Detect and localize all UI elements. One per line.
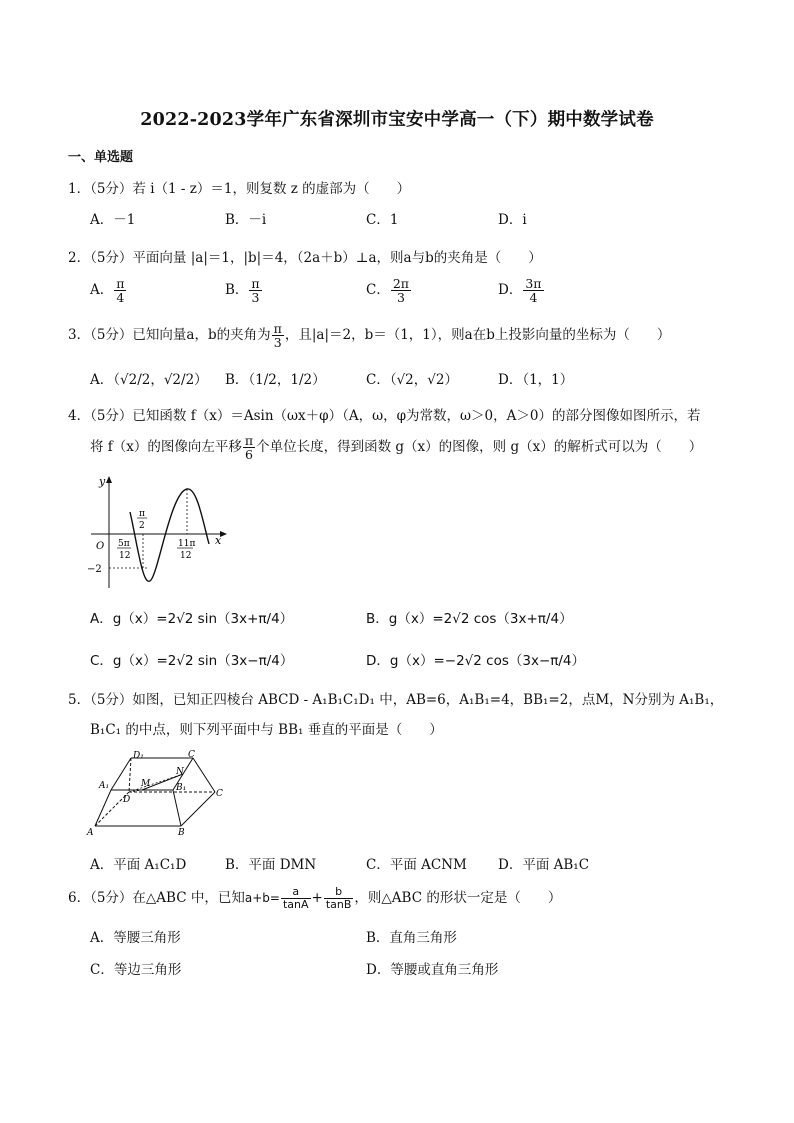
q6-option-c[interactable]: C．等边三角形 (90, 962, 182, 978)
q6-option-b[interactable]: B．直角三角形 (366, 930, 457, 946)
q2-option-a[interactable] (90, 277, 127, 304)
q4-option-a[interactable]: A．g（x）=2√2 sin（3x+π/4） (90, 611, 294, 627)
question-6-stem: 6．（5分）在△ABC 中，已知a+b= $\frac{a}{\tan A}$ + $\frac{b}{\tan B}$ ，则△ABC 的形状一定是（ ） (68, 885, 562, 911)
q2-option-b[interactable] (225, 277, 263, 304)
q1-option-d[interactable]: D．i (498, 212, 527, 228)
q2-b-label: B． (225, 282, 249, 299)
question-5-stem-line2: B₁C₁ 的中点，则下列平面中与 BB₁ 垂直的平面是（ ） (90, 722, 443, 738)
label-c1: C (188, 750, 195, 760)
q2-a-label: A． (90, 282, 114, 299)
label-b: B (178, 828, 185, 838)
label-n: N (176, 767, 184, 777)
x-tick-5pi-den: 12 (119, 551, 131, 561)
y-tick-minus-2: −2 (87, 564, 102, 575)
x-tick-pi-den: 2 (139, 521, 145, 531)
q2-c-fraction: $\frac{2\pi}{3}$ (392, 276, 410, 306)
x-tick-11pi-den: 12 (180, 551, 192, 561)
question-1-stem: 1．（5分）若 i（1 - z）＝1，则复数 z 的虚部为（ ） (68, 181, 411, 197)
q1-option-b[interactable]: B．－i (225, 212, 267, 228)
label-a1: A₁ (99, 781, 110, 791)
question-3-stem: 3．（5分）已知向量a，b的夹角为 $\frac{\pi}{3}$ ，且|a|＝2，b＝（1，1），则a在b上投影向量的坐标为（ ） (68, 321, 671, 351)
q5-option-c[interactable]: C．平面 ACNM (366, 857, 467, 873)
q2-d-fraction: $\frac{3\pi}{4}$ (525, 276, 542, 306)
y-axis-label: y (99, 475, 106, 488)
sine-graph-figure (85, 472, 235, 592)
q2-c-label: C． (366, 282, 390, 299)
question-4-stem-line2: 将 f（x）的图像向左平移 $\frac{\pi}{6}$ 个单位长度，得到函数 g（x）的图像，则 g（x）的解析式可以为（ ） (90, 433, 703, 463)
q2-b-fraction: $\frac{\pi}{3}$ (251, 276, 260, 306)
q4-option-d[interactable]: D．g（x）=−2√2 cos（3x−π/4） (366, 653, 586, 669)
label-b1: B₁ (176, 783, 187, 793)
q3-option-b[interactable]: B．（1/2，1/2） (225, 372, 326, 388)
sine-curve (130, 489, 209, 581)
q1-option-a[interactable]: A．－1 (90, 212, 136, 228)
x-axis-label: x (215, 534, 222, 547)
q5-option-d[interactable]: D．平面 AB₁C (498, 857, 590, 873)
q6-option-d[interactable]: D．等腰或直角三角形 (366, 962, 499, 978)
question-2-stem: 2．（5分）平面向量 |a|＝1，|b|＝4，（2a＋b）⊥a，则a与b的夹角是（ ） (68, 250, 542, 266)
q3-option-c[interactable]: C．（√2，√2） (366, 372, 458, 388)
x-tick-5pi-num: 5π (118, 539, 130, 549)
x-tick-pi-num: π (139, 509, 145, 519)
label-a: A (87, 828, 94, 838)
q6-option-a[interactable]: A．等腰三角形 (90, 930, 181, 946)
label-d: D (123, 795, 131, 805)
q3-option-d[interactable]: D．（1，1） (498, 372, 574, 388)
q5-option-a[interactable]: A．平面 A₁C₁D (90, 857, 187, 873)
y-axis-arrow (106, 476, 112, 483)
question-4-stem-line1: 4．（5分）已知函数 f（x）＝Asin（ωx＋φ）（A，ω，φ为常数，ω＞0，A＞0）的部分图像如图所示，若 (68, 408, 701, 424)
q3-option-a[interactable]: A．（√2/2，√2/2） (90, 372, 208, 388)
q4-option-c[interactable]: C．g（x）=2√2 sin（3x−π/4） (90, 653, 294, 669)
question-5-stem-line1: 5．（5分）如图，已知正四棱台 ABCD - A₁B₁C₁D₁ 中，AB=6，A₁B₁=4，BB₁=2，点M，N分别为 A₁B₁， (68, 692, 724, 708)
label-d1: D₁ (133, 751, 144, 761)
q5-option-b[interactable]: B．平面 DMN (225, 857, 317, 873)
label-c: C (216, 789, 223, 799)
page-title: 2022-2023学年广东省深圳市宝安中学高一（下）期中数学试卷 (140, 110, 654, 130)
q2-option-c[interactable] (366, 277, 412, 304)
x-tick-11pi-num: 11π (178, 539, 196, 549)
q4-option-b[interactable]: B．g（x）=2√2 cos（3x+π/4） (366, 611, 573, 627)
origin-label: O (96, 541, 105, 552)
q2-d-label: D． (498, 282, 523, 299)
frustum-figure (85, 748, 235, 840)
q2-a-fraction: $\frac{\pi}{4}$ (116, 276, 125, 306)
q2-option-d[interactable] (498, 277, 545, 304)
label-m: M (141, 779, 151, 789)
section-heading: 一、单选题 (68, 150, 134, 165)
q1-option-c[interactable]: C．1 (366, 212, 399, 228)
